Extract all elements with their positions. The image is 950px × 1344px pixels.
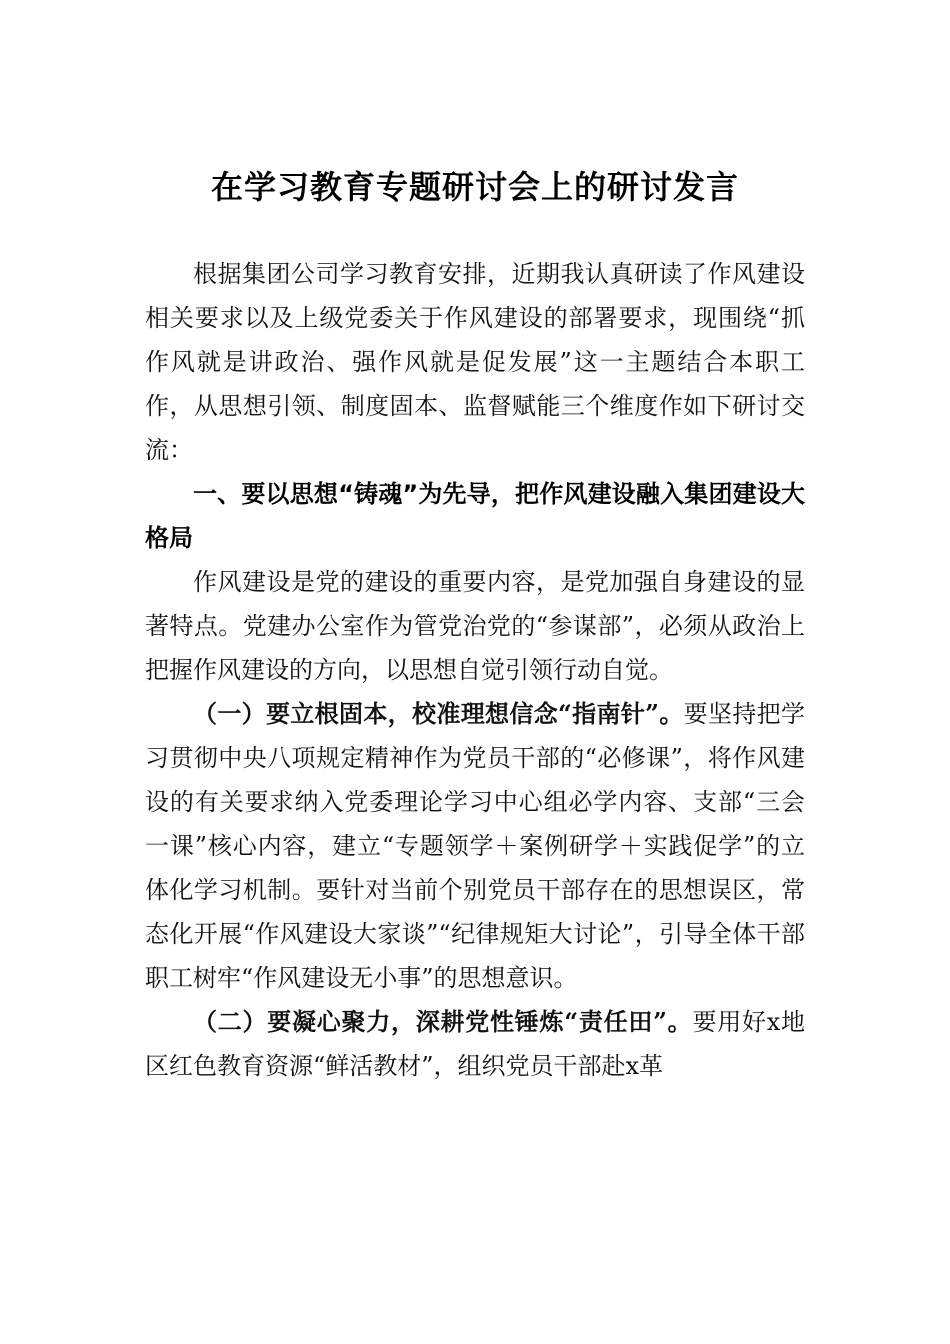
intro-paragraph: 根据集团公司学习教育安排，近期我认真研读了作风建设相关要求以及上级党委关于作风建设的部署要求，现围绕“抓作风就是讲政治、强作风就是促发展”这一主题结合本职工作，从思想引领、制度固本、监督赋能三个维度作如下研讨交流： — [145, 260, 805, 464]
document-title: 在学习教育专题研讨会上的研讨发言 — [210, 168, 739, 206]
section-paragraph: 作风建设是党的建设的重要内容，是党加强自身建设的显著特点。党建办公室作为管党治党的“参谋部”，必须从政治上把握作风建设的方向，以思想自觉引领行动自觉。 — [145, 568, 805, 684]
subsection-two-label: （二）要凝心聚力，深耕党性锤炼“责任田”。 — [193, 1007, 693, 1036]
subsection-one-paragraph — [145, 692, 805, 1000]
document-body — [145, 252, 805, 1088]
subsection-one-label: （一）要立根固本，校准理想信念“指南针”。 — [193, 699, 684, 728]
subsection-one-text: 要坚持把学习贯彻中央八项规定精神作为党员干部的“必修课”，将作风建设的有关要求纳入党委理论学习中心组必学内容、支部“三会一课”核心内容，建立“专题领学＋案例研学＋实践促学”的立体化学习机制。要针对当前个别党员干部存在的思想误区，常态化开展“作风建设大家谈”“纪律规矩大讨论”，引导全体干部职工树牢“作风建设无小事”的思想意识。 — [145, 700, 805, 992]
subsection-two-paragraph — [145, 1000, 805, 1088]
subsection-two-text: 要用好x地区红色教育资源“鲜活教材”，组织党员干部赴x革 — [145, 1008, 805, 1080]
section-heading: 一、要以思想“铸魂”为先导，把作风建设融入集团建设大格局 — [145, 480, 805, 552]
